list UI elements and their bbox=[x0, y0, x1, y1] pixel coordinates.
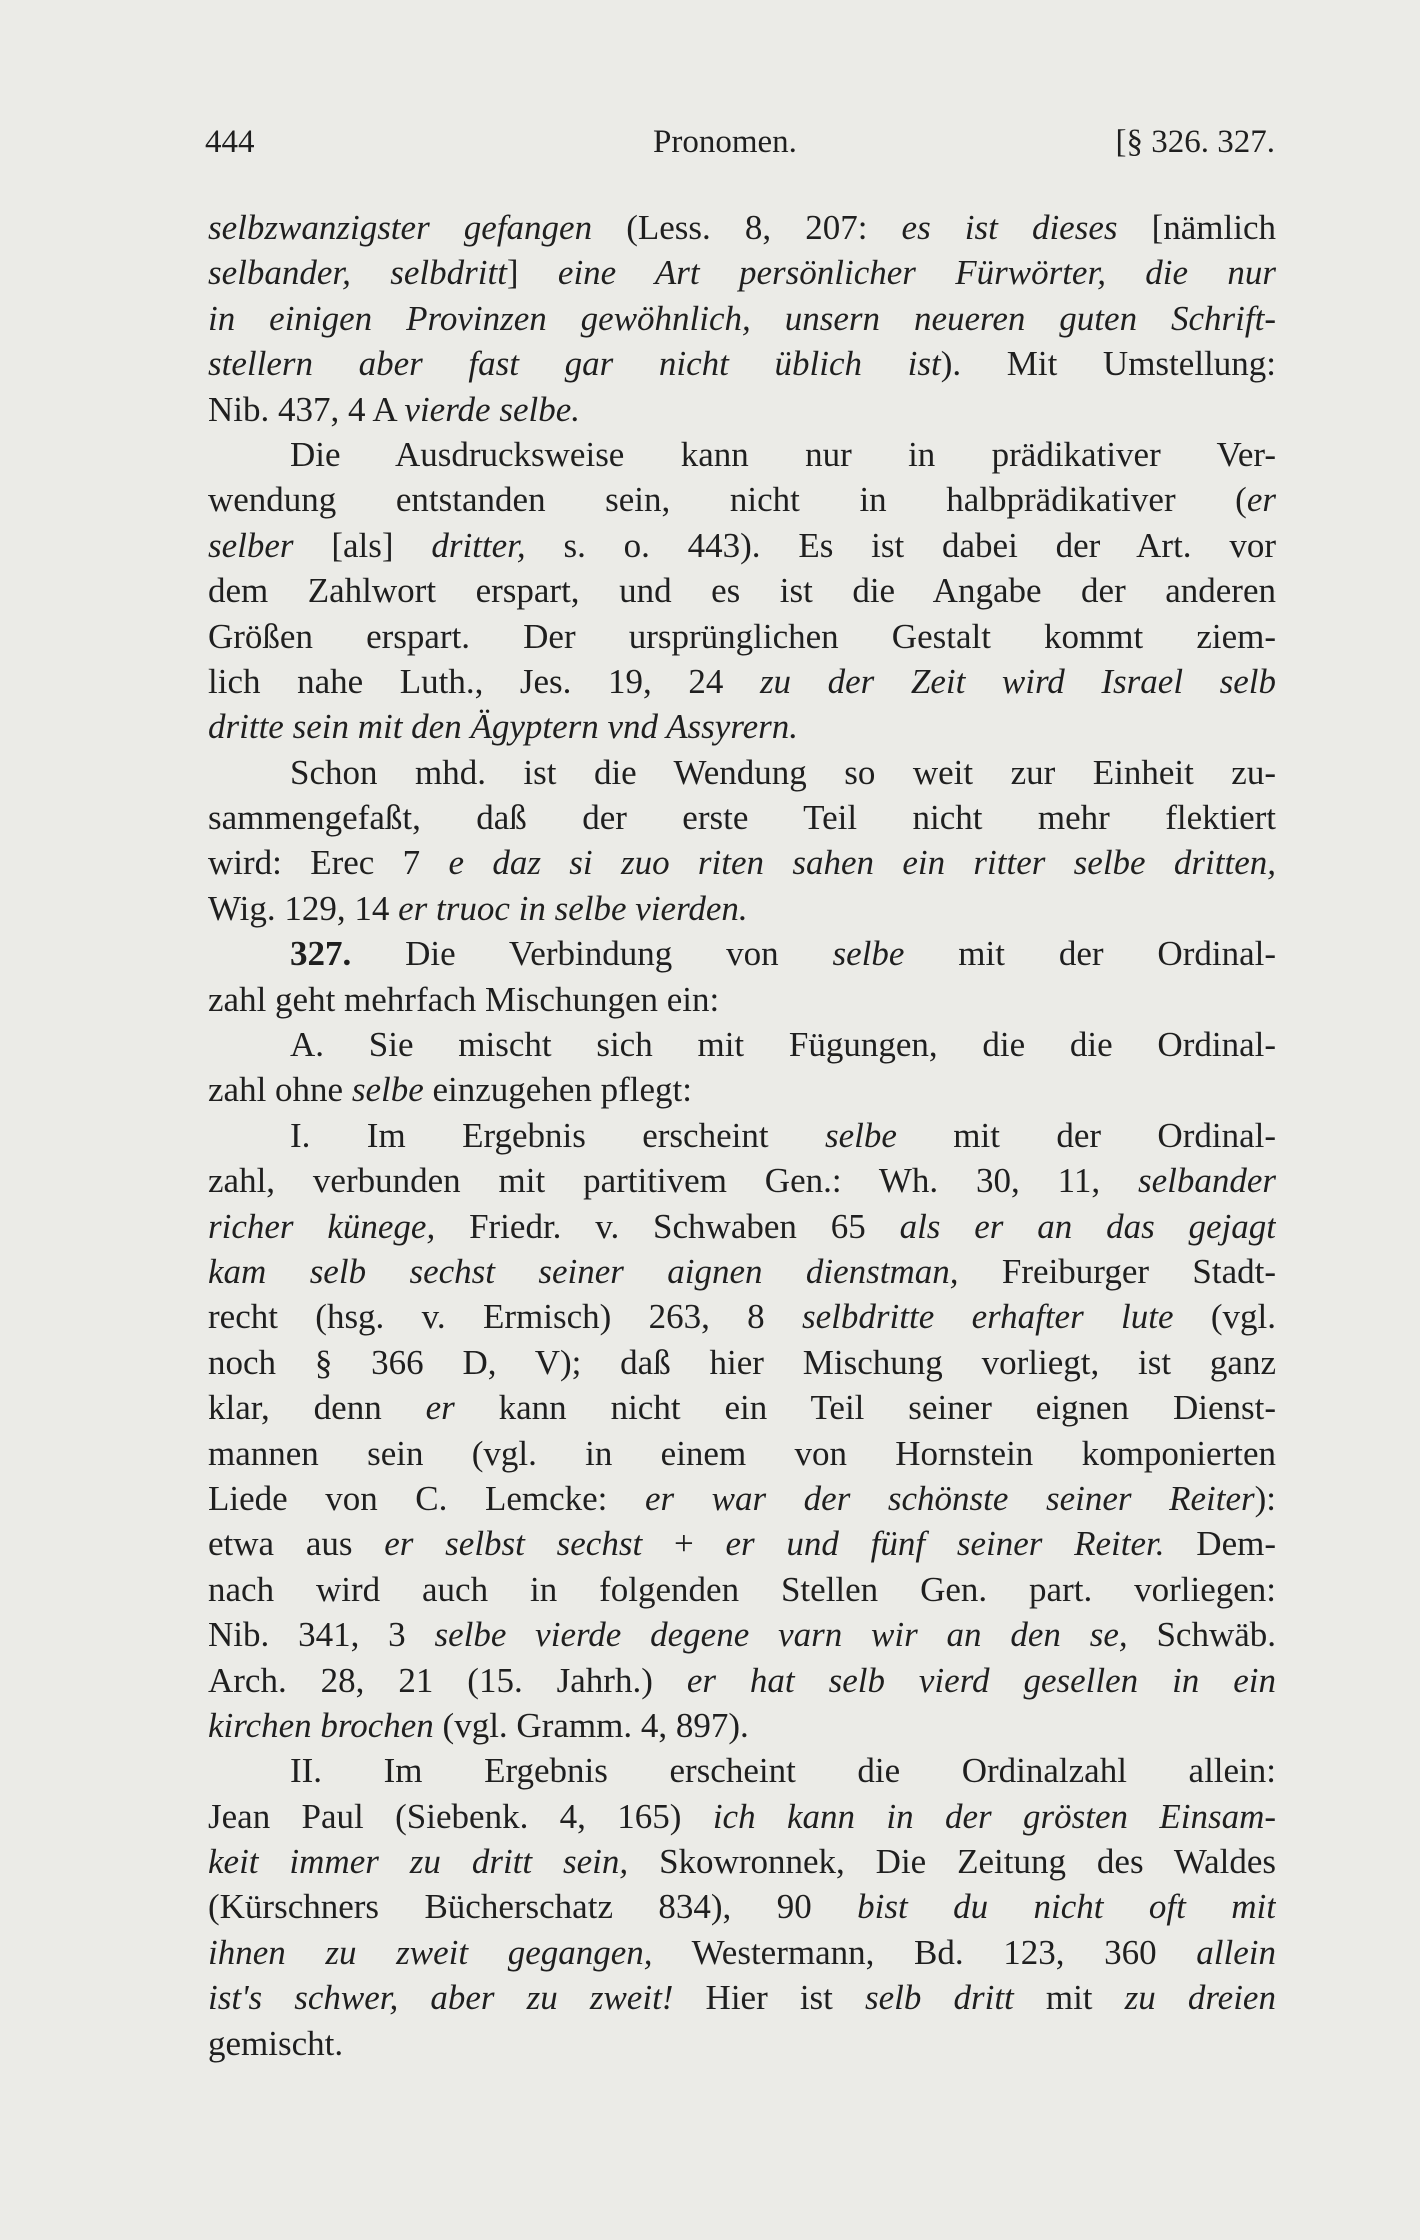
text-line bbox=[208, 659, 1276, 704]
text-span: Liede von C. Lemcke: bbox=[208, 1478, 645, 1518]
text-span: ] bbox=[506, 253, 558, 293]
text-span: nach wird auch in folgenden Stellen Gen. part. vorliegen: bbox=[208, 1569, 1276, 1609]
italic-text: eine Art persönlicher Fürwörter, die nur bbox=[557, 253, 1276, 293]
italic-text: allein bbox=[1196, 1932, 1276, 1972]
text-line bbox=[208, 477, 1276, 522]
italic-text: kirchen brochen bbox=[208, 1705, 434, 1745]
text-span: zahl geht mehrfach Mischungen ein: bbox=[208, 979, 720, 1019]
italic-text: keit immer zu dritt sein, bbox=[208, 1842, 629, 1882]
text-span: sammengefaßt, daß der erste Teil nicht mehr flektiert bbox=[208, 798, 1276, 838]
italic-text: stellern aber fast gar nicht üblich ist bbox=[208, 344, 941, 384]
text-line bbox=[208, 1340, 1276, 1385]
text-span: ): bbox=[1254, 1478, 1276, 1518]
italic-text: er bbox=[1246, 480, 1276, 520]
text-span: + bbox=[642, 1524, 726, 1564]
text-span: (Kürschners Bücherschatz 834), 90 bbox=[208, 1887, 858, 1927]
running-header bbox=[205, 124, 1275, 174]
italic-text: e daz si zuo riten sahen ein ritter selbe dritten, bbox=[448, 843, 1276, 883]
text-line bbox=[208, 1703, 1276, 1748]
text-span: mit der Ordinal- bbox=[904, 934, 1276, 974]
text-line bbox=[208, 1839, 1276, 1884]
italic-text: er truoc in selbe vierden. bbox=[398, 888, 748, 928]
italic-text: kam selb sechst seiner aignen dienstman, bbox=[208, 1251, 959, 1291]
italic-text: zu dreien bbox=[1124, 1978, 1276, 2018]
italic-text: er selbst sechst bbox=[384, 1524, 643, 1564]
text-line bbox=[208, 205, 1276, 250]
italic-text: vierde selbe. bbox=[404, 389, 580, 429]
text-line bbox=[208, 523, 1276, 568]
text-line bbox=[208, 1158, 1276, 1203]
italic-text: selbander bbox=[1137, 1161, 1276, 1201]
italic-text: selbe bbox=[832, 934, 905, 974]
text-line bbox=[208, 931, 1276, 976]
text-span: lich nahe Luth., Jes. 19, 24 bbox=[208, 661, 760, 701]
text-line bbox=[208, 1567, 1276, 1612]
text-span: Schon mhd. ist die Wendung so weit zur Einheit zu- bbox=[290, 752, 1276, 792]
text-line bbox=[208, 1658, 1276, 1703]
text-line bbox=[208, 296, 1276, 341]
text-span: klar, denn bbox=[208, 1388, 426, 1428]
text-span: Freiburger Stadt- bbox=[958, 1251, 1276, 1291]
italic-text: selb dritt bbox=[865, 1978, 1014, 2018]
italic-text: selbzwanzigster gefangen bbox=[208, 208, 593, 247]
italic-text: es ist dieses bbox=[901, 208, 1118, 247]
italic-text: in einigen Provinzen gewöhnlich, unsern neueren guten Schrift- bbox=[208, 298, 1276, 338]
text-line bbox=[208, 614, 1276, 659]
text-span: (vgl. bbox=[1173, 1297, 1276, 1337]
text-line bbox=[208, 1294, 1276, 1339]
text-span: gemischt. bbox=[208, 2023, 344, 2063]
italic-text: zu der Zeit wird Israel selb bbox=[759, 661, 1276, 701]
italic-text: selbe bbox=[824, 1115, 897, 1155]
text-line bbox=[208, 2021, 1276, 2066]
text-span: s. o. 443). Es ist dabei der Art. vor bbox=[525, 525, 1276, 565]
text-line bbox=[208, 840, 1276, 885]
text-span: kann nicht ein Teil seiner eignen Dienst- bbox=[454, 1388, 1276, 1428]
text-line bbox=[208, 1113, 1276, 1158]
body-text bbox=[208, 205, 1276, 2066]
text-line bbox=[208, 1476, 1276, 1521]
text-line bbox=[208, 1431, 1276, 1476]
text-line bbox=[208, 1884, 1276, 1929]
section-reference: [§ 326. 327. bbox=[1115, 124, 1275, 160]
text-span: noch § 366 D, V); daß hier Mischung vorliegt, ist ganz bbox=[208, 1342, 1276, 1382]
italic-text: selbe vierde degene varn wir an den se, bbox=[434, 1615, 1128, 1655]
text-line bbox=[208, 250, 1276, 295]
italic-text: richer künege, bbox=[208, 1206, 436, 1246]
italic-text: er bbox=[425, 1388, 455, 1428]
italic-text: als er an das gejagt bbox=[899, 1206, 1276, 1246]
text-line bbox=[208, 1748, 1276, 1793]
text-span: Nib. 437, 4 A bbox=[208, 389, 405, 429]
text-span: mit der Ordinal- bbox=[896, 1115, 1276, 1155]
text-span: Westermann, Bd. 123, 360 bbox=[652, 1932, 1197, 1972]
section-number: 327. bbox=[290, 934, 352, 974]
text-span: ). Mit Umstellung: bbox=[940, 344, 1276, 384]
text-span: zahl ohne bbox=[208, 1070, 352, 1110]
text-span: Größen erspart. Der ursprünglichen Gestalt kommt ziem- bbox=[208, 616, 1276, 656]
text-line bbox=[208, 1930, 1276, 1975]
italic-text: ihnen zu zweit gegangen, bbox=[208, 1932, 653, 1972]
text-span: Die Verbindung von bbox=[351, 934, 833, 974]
text-line bbox=[208, 886, 1276, 931]
italic-text: dritte sein mit den Ägyptern vnd Assyrern. bbox=[208, 707, 799, 747]
text-span: (vgl. Gramm. 4, 897). bbox=[433, 1705, 749, 1745]
text-span: Nib. 341, 3 bbox=[208, 1615, 435, 1655]
text-line bbox=[208, 795, 1276, 840]
text-span: Skowronnek, Die Zeitung des Waldes bbox=[628, 1842, 1276, 1882]
text-line bbox=[208, 977, 1276, 1022]
italic-text: ist's schwer, aber zu zweit! bbox=[208, 1978, 674, 2018]
text-span: mannen sein (vgl. in einem von Hornstein komponierten bbox=[208, 1433, 1276, 1473]
italic-text: selbdritte erhafter lute bbox=[802, 1297, 1174, 1337]
running-title: Pronomen. bbox=[653, 124, 797, 160]
text-line bbox=[208, 1975, 1276, 2020]
text-span: Hier ist bbox=[673, 1978, 865, 2018]
italic-text: dritter, bbox=[431, 525, 526, 565]
text-line bbox=[208, 750, 1276, 795]
text-span: (Less. 8, 207: bbox=[592, 208, 902, 247]
text-span: etwa aus bbox=[208, 1524, 385, 1564]
text-line bbox=[208, 387, 1276, 432]
italic-text: selbe bbox=[351, 1070, 424, 1110]
text-span: recht (hsg. v. Ermisch) 263, 8 bbox=[208, 1297, 803, 1337]
italic-text: bist du nicht oft mit bbox=[857, 1887, 1276, 1927]
text-line bbox=[208, 704, 1276, 749]
text-span: Arch. 28, 21 (15. Jahrh.) bbox=[208, 1660, 687, 1700]
text-span: Schwäb. bbox=[1127, 1615, 1276, 1655]
italic-text: er hat selb vierd gesellen in ein bbox=[686, 1660, 1276, 1700]
text-span: Friedr. v. Schwaben 65 bbox=[435, 1206, 900, 1246]
text-span: I. Im Ergebnis erscheint bbox=[290, 1115, 825, 1155]
text-line bbox=[208, 1067, 1276, 1112]
text-span: Die Ausdrucksweise kann nur in prädikativer Ver- bbox=[290, 434, 1276, 474]
text-line bbox=[208, 432, 1276, 477]
text-span: mit bbox=[1013, 1978, 1125, 2018]
text-span: Jean Paul (Siebenk. 4, 165) bbox=[208, 1796, 713, 1836]
text-line bbox=[208, 341, 1276, 386]
text-line bbox=[208, 1204, 1276, 1249]
text-span: [als] bbox=[293, 525, 432, 565]
text-line bbox=[208, 1385, 1276, 1430]
text-line bbox=[208, 568, 1276, 613]
text-span: [nämlich bbox=[1117, 208, 1276, 247]
text-line bbox=[208, 1521, 1276, 1566]
text-span: wird: Erec 7 bbox=[208, 843, 449, 883]
text-span: Dem- bbox=[1164, 1524, 1276, 1564]
text-line bbox=[208, 1022, 1276, 1067]
italic-text: ich kann in der grösten Einsam- bbox=[712, 1796, 1276, 1836]
text-line bbox=[208, 1794, 1276, 1839]
italic-text: er war der schönste seiner Reiter bbox=[644, 1478, 1255, 1518]
italic-text: selber bbox=[208, 525, 294, 565]
text-span: einzugehen pflegt: bbox=[423, 1070, 692, 1110]
italic-text: selbander, selbdritt bbox=[208, 253, 507, 293]
text-line bbox=[208, 1249, 1276, 1294]
text-span: II. Im Ergebnis erscheint die Ordinalzahl allein: bbox=[290, 1751, 1276, 1791]
italic-text: er und fünf seiner Reiter. bbox=[725, 1524, 1165, 1564]
text-span: wendung entstanden sein, nicht in halbprädikativer ( bbox=[208, 480, 1247, 520]
text-span: dem Zahlwort erspart, und es ist die Angabe der anderen bbox=[208, 571, 1276, 611]
page-number: 444 bbox=[205, 124, 255, 160]
text-span: Wig. 129, 14 bbox=[208, 888, 399, 928]
text-line bbox=[208, 1612, 1276, 1657]
text-span: A. Sie mischt sich mit Fügungen, die die Ordinal- bbox=[290, 1025, 1276, 1065]
text-span: zahl, verbunden mit partitivem Gen.: Wh. 30, 11, bbox=[208, 1161, 1138, 1201]
